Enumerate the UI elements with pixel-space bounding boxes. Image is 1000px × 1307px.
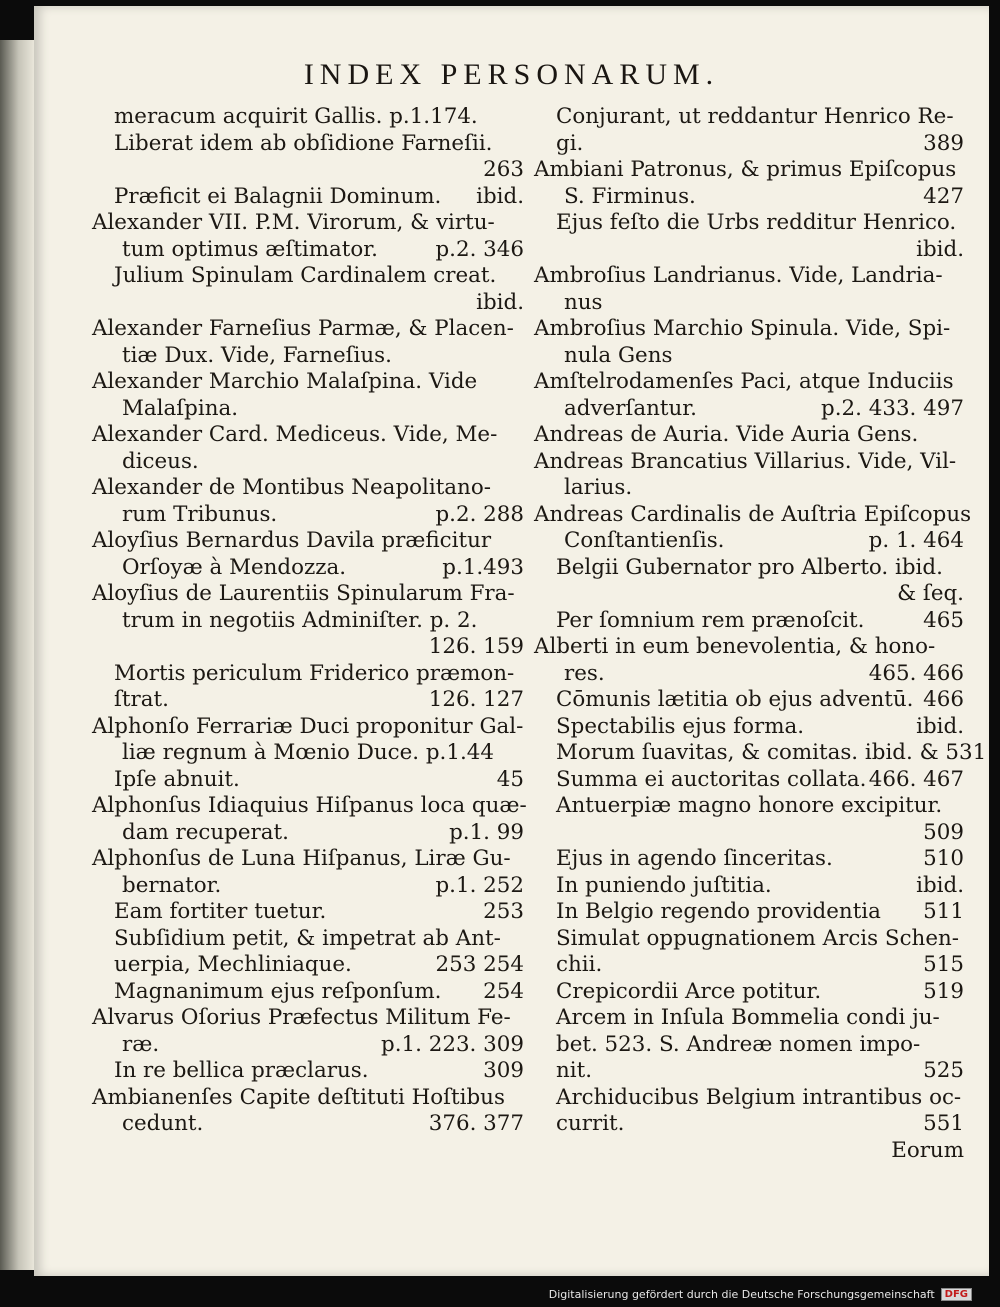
index-line [534, 952, 964, 979]
index-line [534, 661, 964, 688]
index-page-ref: ibid. [476, 289, 524, 315]
index-page-ref: 126. 127 [428, 687, 524, 712]
index-line [534, 767, 964, 794]
index-line [534, 1005, 964, 1032]
index-entry-text: larius. [564, 475, 633, 500]
index-page-ref: 525 [923, 1058, 964, 1083]
index-entry-text: Ejus in agendo ſinceritas. [556, 846, 833, 871]
index-line [92, 899, 524, 926]
index-line [534, 740, 987, 767]
index-entry-text: Spectabilis ejus forma. [556, 713, 805, 739]
dfg-logo: DFG [941, 1288, 972, 1301]
index-line [92, 820, 524, 847]
index-line [92, 131, 524, 158]
index-line [534, 369, 964, 396]
index-entry-text: Conſtantienſis. [564, 528, 725, 553]
index-page-ref: ibid. [916, 872, 964, 898]
index-entry-text: nit. [556, 1058, 593, 1083]
index-entry-text: Cōmunis lætitia ob ejus adventū. [556, 687, 914, 712]
index-entry-text: Antuerpiæ magno honore excipitur. [556, 793, 943, 818]
book-page [34, 6, 989, 1276]
index-entry-text: Belgii Gubernator pro Alberto. ibid. [556, 554, 943, 580]
index-entry-text: Subſidium petit, & impetrat ab Ant- [114, 925, 501, 951]
index-entry-text: adverſantur. [564, 395, 697, 421]
index-entry-text: res. [564, 660, 605, 686]
index-entry-text: Præficit ei Balagnii Dominum. [114, 183, 442, 209]
index-page-ref: 551 [923, 1111, 964, 1136]
index-entry-text: Aloyſius Bernardus Davila præficitur [92, 528, 492, 553]
index-line [92, 502, 524, 529]
index-entry-text: Andreas Brancatius Villarius. Vide, Vil- [534, 448, 957, 474]
index-line [534, 422, 964, 449]
index-entry-text: ræ. [122, 1031, 160, 1057]
index-line [92, 422, 524, 449]
index-line [534, 634, 964, 661]
index-page-ref: 253 254 [435, 952, 524, 977]
index-entry-text: Simulat oppugnationem Arcis Schen- [556, 925, 959, 951]
index-line [534, 555, 964, 582]
index-line [534, 237, 964, 264]
index-line [92, 263, 524, 290]
index-line [92, 290, 524, 317]
index-page-ref: p.1.493 [442, 554, 524, 580]
index-entry-text: Alberti in eum benevolentia, & hono- [534, 634, 936, 659]
index-line [534, 1058, 964, 1085]
index-line [534, 104, 964, 131]
index-entry-text: Alexander de Montibus Neapolitano- [92, 475, 491, 500]
digitization-credit [549, 1288, 972, 1301]
index-line [92, 767, 524, 794]
index-line [92, 634, 524, 661]
index-entry-text: Alexander VII. P.M. Virorum, & virtu- [92, 210, 495, 235]
index-line [534, 157, 964, 184]
index-entry-text: Conjurant, ut reddantur Henrico Re- [556, 104, 954, 129]
index-entry-text: Julium Spinulam Cardinalem creat. [114, 263, 497, 288]
index-line [534, 820, 964, 847]
index-entry-text: chii. [556, 952, 603, 977]
index-line [534, 501, 972, 529]
index-page-ref: 427 [923, 183, 964, 209]
index-line [534, 873, 964, 900]
index-page-ref: p.2. 346 [435, 236, 524, 262]
index-entry-text: Per ſomnium rem prænoſcit. [556, 607, 865, 633]
index-page-ref: 465. 466 [868, 660, 964, 686]
index-entry-text: Ambiani Patronus, & primus Epiſcopus [534, 157, 957, 182]
index-page-ref: 466. 467 [868, 766, 964, 792]
index-page-ref: 263 [483, 157, 524, 182]
index-entry-text: In puniendo juſtitia. [556, 872, 772, 898]
index-line [92, 157, 524, 184]
index-line [92, 237, 524, 264]
index-entry-text: nus [564, 289, 603, 315]
index-entry-text: Arcem in Inſula Bommelia condi ju- [556, 1005, 940, 1030]
index-entry-text: rum Tribunus. [122, 501, 278, 527]
index-line [534, 316, 964, 343]
index-line [92, 449, 524, 476]
index-entry-text: Alexander Card. Mediceus. Vide, Me- [92, 422, 498, 447]
index-line [534, 581, 964, 608]
index-entry-text: Ambroſius Landrianus. Vide, Landria- [534, 263, 943, 288]
index-line [92, 952, 524, 979]
index-page-ref: 254 [483, 978, 524, 1004]
index-line [92, 581, 524, 608]
index-entry-text: Ejus feſto die Urbs redditur Henrico. [556, 210, 957, 235]
index-entry-text: Alphonſo Ferrariæ Duci proponitur Gal- [92, 713, 524, 739]
index-entry-text: Liberat idem ab obſidione Farneſii. [114, 130, 493, 156]
left-column [92, 104, 527, 1138]
index-line [534, 926, 964, 953]
index-line [92, 1032, 524, 1059]
index-line [92, 210, 524, 237]
index-entry-text: Archiducibus Belgium intrantibus oc- [556, 1084, 962, 1110]
index-entry-text: bernator. [122, 872, 222, 898]
index-line [92, 979, 524, 1006]
index-line [92, 714, 524, 741]
index-line [534, 263, 964, 290]
index-line [534, 210, 964, 237]
index-entry-text: Alphonſus Idiaquius Hiſpanus loca quæ- [92, 793, 527, 818]
index-line [92, 555, 524, 582]
page-header: INDEX PERSONARUM. [303, 58, 720, 91]
index-line [534, 1032, 964, 1059]
credit-text: Digitalisierung gefördert durch die Deutsche Forschungsgemeinschaft [548, 1288, 935, 1301]
index-page-ref: 376. 377 [428, 1111, 524, 1136]
index-line [92, 793, 527, 820]
index-entry-text: Alexander Farneſius Parmæ, & Placen- [92, 316, 514, 341]
index-page-ref: Eorum [891, 1137, 964, 1163]
index-line [534, 343, 964, 370]
index-line [534, 396, 964, 423]
index-line [92, 687, 524, 714]
index-entry-text: Amſtelrodamenſes Paci, atque Induciis [534, 369, 954, 394]
index-line [92, 343, 524, 370]
index-page-ref: 465 [923, 607, 964, 633]
index-line [92, 740, 524, 767]
index-entry-text: gi. [556, 130, 584, 156]
index-page-ref: 515 [923, 952, 964, 977]
index-line [92, 1005, 524, 1032]
index-line [534, 1111, 964, 1138]
index-page-ref: 466 [923, 687, 964, 712]
index-entry-text: Alexander Marchio Malaſpina. Vide [92, 369, 478, 394]
index-entry-text: currit. [556, 1111, 625, 1136]
index-line [92, 926, 524, 953]
index-page-ref: 309 [483, 1058, 524, 1083]
index-entry-text: Mortis periculum Friderico præmon- [114, 660, 515, 686]
index-entry-text: tiæ Dux. Vide, Farneſius. [122, 342, 392, 368]
index-entry-text: Alphonſus de Luna Hiſpanus, Liræ Gu- [92, 846, 511, 871]
index-line [92, 184, 524, 211]
index-entry-text: Crepicordii Arce potitur. [556, 978, 822, 1004]
index-page-ref: 253 [483, 899, 524, 924]
index-line [92, 661, 524, 688]
adjacent-page-edge [0, 40, 34, 1270]
index-entry-text: nula Gens [564, 342, 673, 368]
index-entry-text: Andreas de Auria. Vide Auria Gens. [534, 422, 919, 447]
index-entry-text: Summa ei auctoritas collata. [556, 766, 867, 792]
index-line [92, 1111, 524, 1138]
index-entry-text: Andreas Cardinalis de Auſtria Epiſcopus [534, 501, 972, 527]
index-line [534, 184, 964, 211]
index-entry-text: In re bellica præclarus. [114, 1058, 369, 1083]
index-page-ref: & ſeq. [897, 581, 964, 606]
index-page-ref: 511 [923, 899, 964, 924]
index-line [92, 316, 524, 343]
index-entry-text: Morum ſuavitas, & comitas. ibid. & 531 [556, 740, 987, 765]
index-entry-text: diceus. [122, 448, 199, 474]
index-entry-text: dam recuperat. [122, 819, 289, 845]
index-entry-text: uerpia, Mechliniaque. [114, 952, 352, 977]
index-line [92, 104, 524, 131]
index-line [92, 846, 524, 873]
index-entry-text: S. Firminus. [564, 183, 696, 209]
right-column [534, 104, 987, 1164]
index-line [534, 687, 964, 714]
index-entry-text: trum in negotiis Adminiſter. p. 2. [122, 607, 478, 633]
index-page-ref: p.1. 252 [435, 872, 524, 898]
index-entry-text: meracum acquirit Gallis. p.1.174. [114, 104, 478, 129]
index-line [92, 1085, 524, 1112]
index-line [534, 1085, 964, 1112]
index-page-ref: ibid. [916, 236, 964, 262]
index-entry-text: In Belgio regendo providentia [556, 899, 881, 924]
index-entry-text: bet. 523. S. Andreæ nomen impo- [556, 1031, 921, 1057]
index-page-ref: p.2. 433. 497 [821, 395, 964, 421]
index-line [92, 608, 524, 635]
index-line [534, 131, 964, 158]
index-line [534, 608, 964, 635]
index-page-ref: 389 [923, 130, 964, 156]
index-entry-text: liæ regnum à Mœnio Duce. p.1.44 [122, 740, 494, 765]
index-page-ref: 510 [923, 846, 964, 871]
index-line [534, 1138, 964, 1165]
index-entry-text: Eam fortiter tuetur. [114, 899, 327, 924]
index-line [534, 528, 964, 555]
index-line [92, 873, 524, 900]
index-line [534, 714, 964, 741]
index-page-ref: p.1. 99 [449, 819, 524, 845]
index-page-ref: ibid. [916, 713, 964, 739]
index-entry-text: tum optimus æſtimator. [122, 236, 378, 262]
index-line [92, 369, 524, 396]
index-entry-text: Ipſe abnuit. [114, 766, 240, 792]
index-entry-text: Ambroſius Marchio Spinula. Vide, Spi- [534, 316, 951, 341]
index-line [534, 846, 964, 873]
index-line [534, 793, 964, 820]
index-entry-text: Malaſpina. [122, 395, 239, 421]
index-line [534, 290, 964, 317]
index-page-ref: p.1. 223. 309 [381, 1031, 524, 1057]
index-line [92, 528, 524, 555]
index-entry-text: Ambianenſes Capite deſtituti Hoſtibus [92, 1084, 505, 1110]
index-page-ref: p. 1. 464 [868, 528, 964, 553]
index-entry-text: Alvarus Oſorius Præfectus Militum Fe- [92, 1005, 511, 1030]
index-entry-text: Orſoyæ à Mendozza. [122, 554, 347, 580]
index-line [92, 475, 524, 502]
index-page-ref: ibid. [476, 183, 524, 209]
index-line [92, 396, 524, 423]
index-page-ref: 509 [923, 819, 964, 845]
index-entry-text: cedunt. [122, 1111, 204, 1136]
index-page-ref: 45 [496, 766, 524, 792]
index-entry-text: Aloyſius de Laurentiis Spinularum Fra- [92, 581, 515, 606]
index-line [534, 979, 964, 1006]
index-line [534, 475, 964, 502]
index-page-ref: 126. 159 [428, 634, 524, 659]
index-entry-text: Magnanimum ejus reſponſum. [114, 978, 442, 1004]
index-entry-text: ſtrat. [114, 687, 169, 712]
index-line [534, 449, 964, 476]
index-line [534, 899, 964, 926]
index-page-ref: p.2. 288 [435, 501, 524, 527]
index-page-ref: 519 [923, 978, 964, 1004]
index-line [92, 1058, 524, 1085]
